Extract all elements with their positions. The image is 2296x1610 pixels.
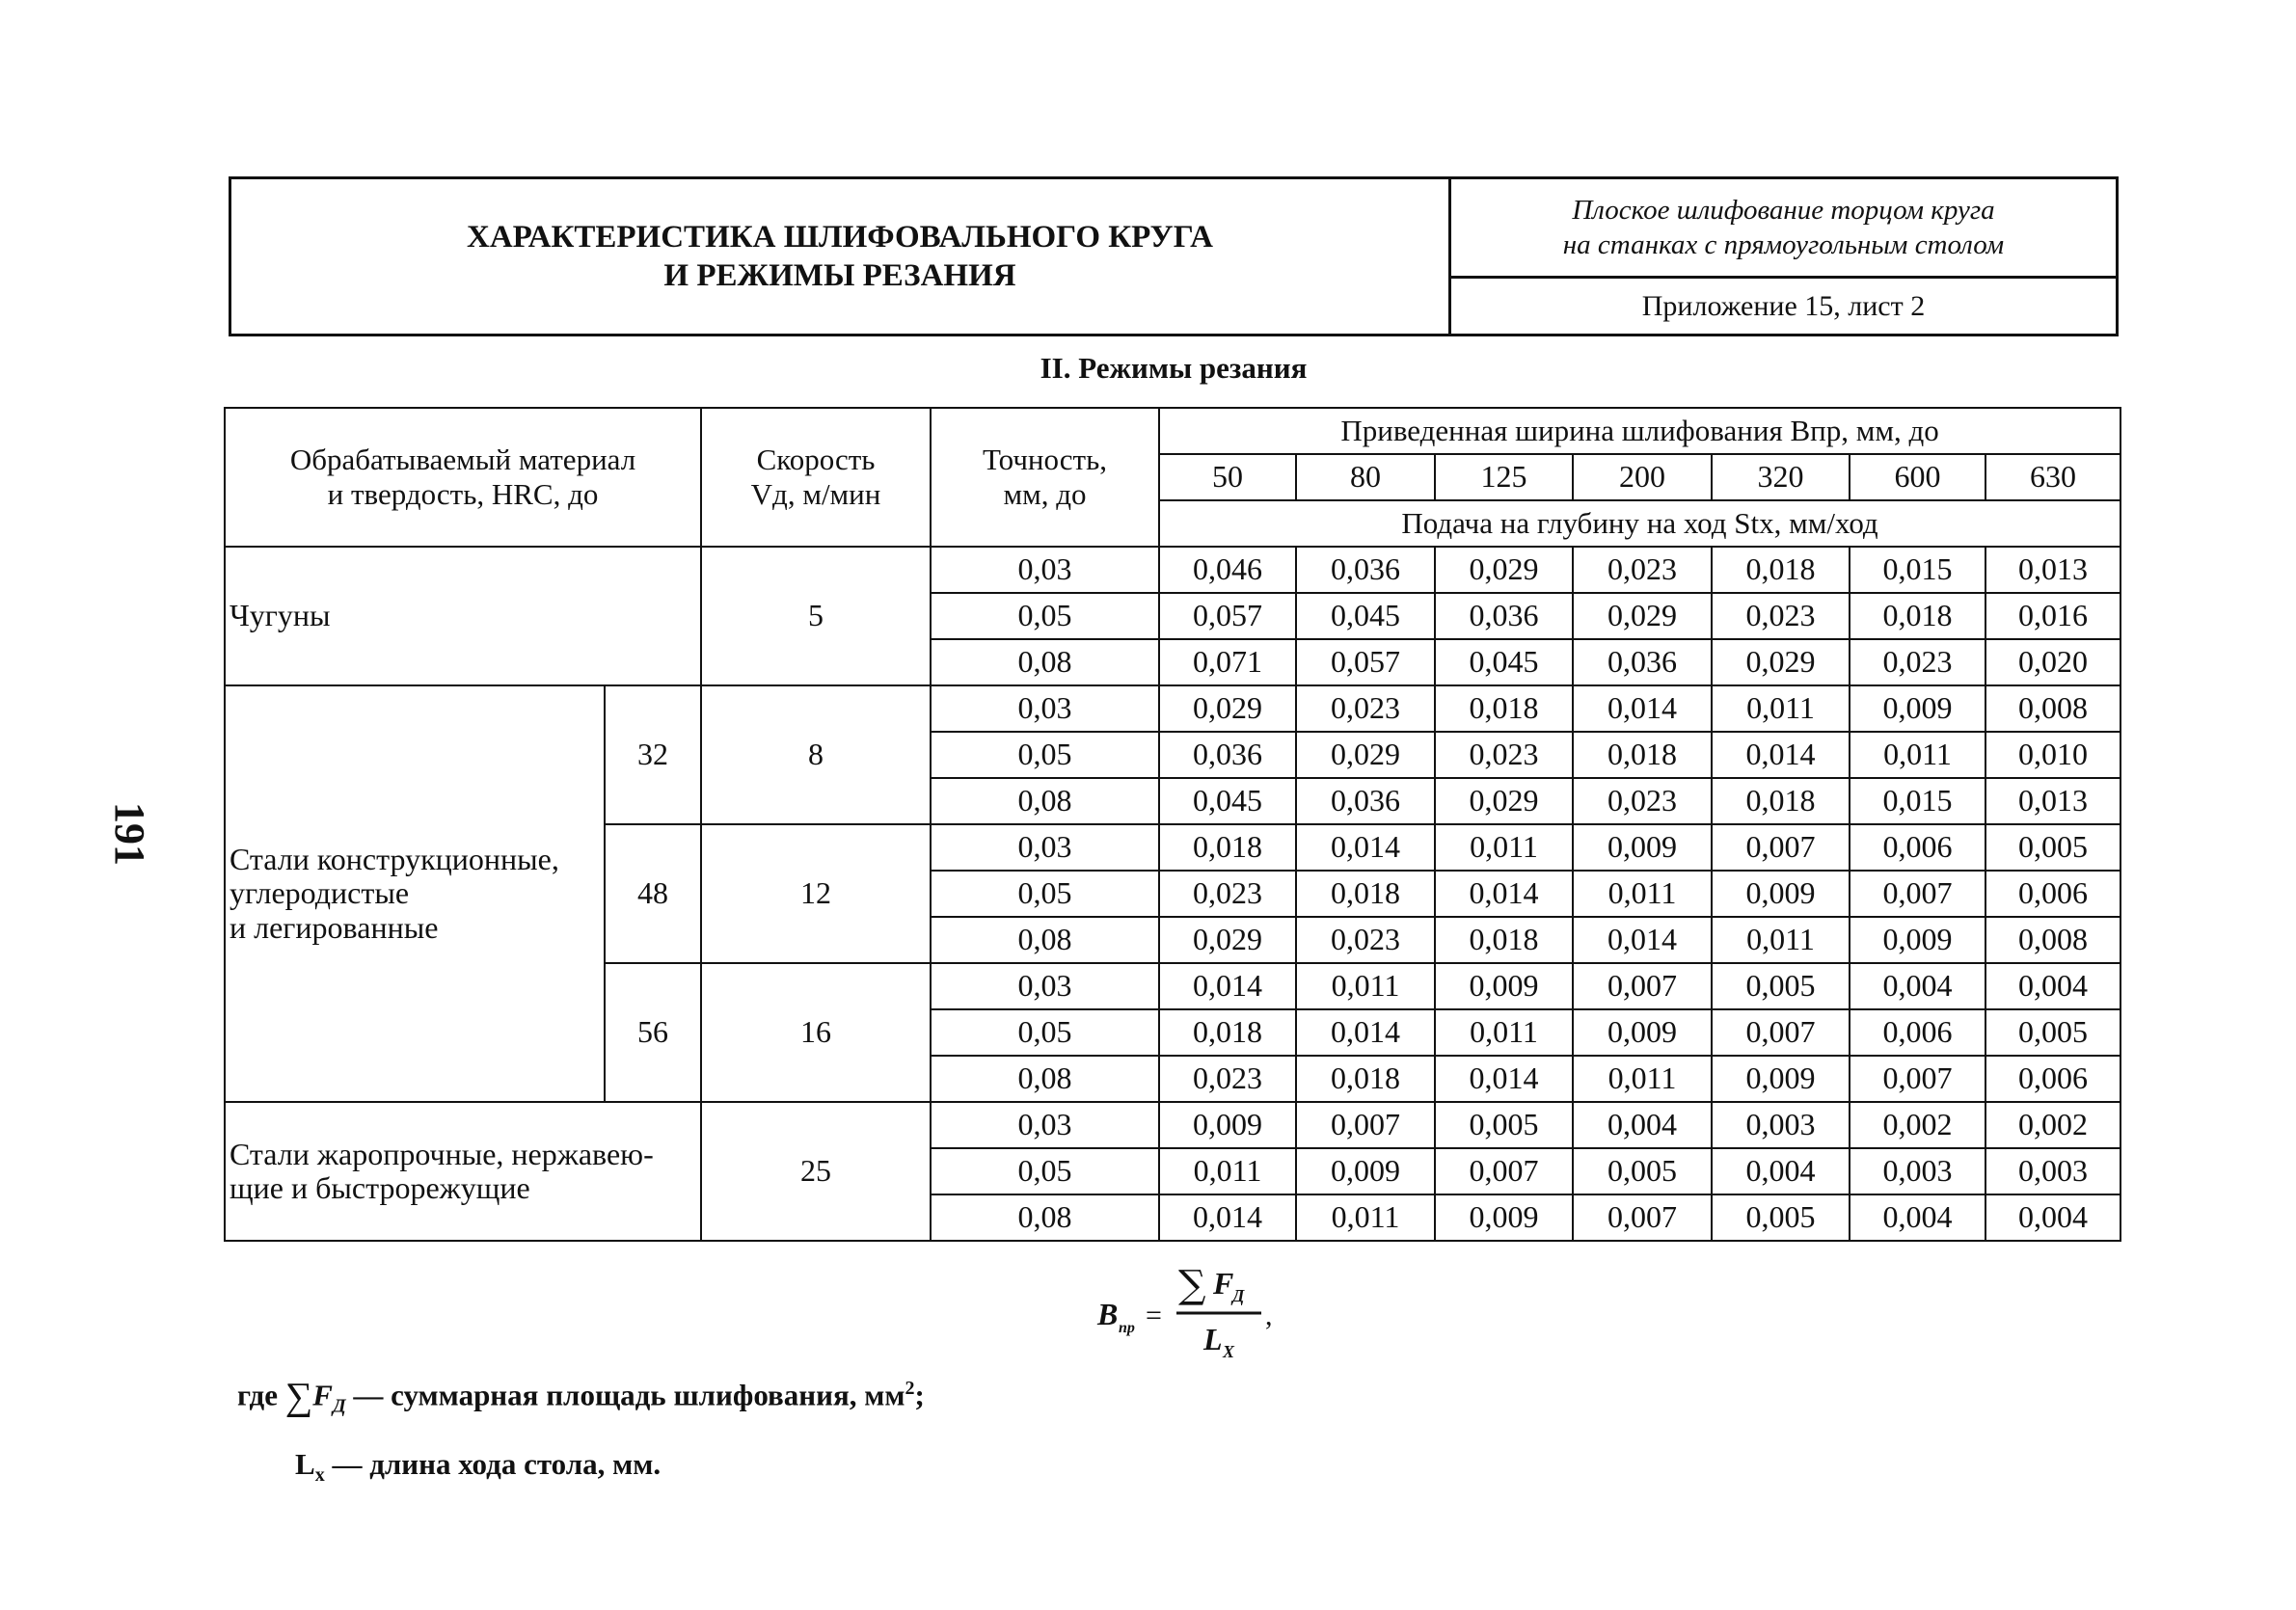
accuracy-cell: 0,08 xyxy=(931,1194,1159,1241)
header-material xyxy=(225,408,701,547)
value-cell: 0,007 xyxy=(1712,1009,1850,1056)
cutting-modes-table xyxy=(224,407,2121,1242)
value-cell: 0,009 xyxy=(1712,1056,1850,1102)
value-cell: 0,007 xyxy=(1573,963,1712,1009)
formula-lhs-sub: пр xyxy=(1119,1320,1135,1336)
note-symbol2-sub: x xyxy=(314,1463,325,1486)
value-cell: 0,023 xyxy=(1573,547,1712,593)
value-cell: 0,018 xyxy=(1296,871,1435,917)
material-cell xyxy=(225,1102,701,1241)
value-cell: 0,045 xyxy=(1435,639,1573,685)
value-cell: 0,014 xyxy=(1159,1194,1296,1241)
formula-numerator-sub: Д xyxy=(1232,1286,1245,1305)
table-row xyxy=(225,547,2120,593)
value-cell: 0,011 xyxy=(1850,732,1985,778)
value-cell: 0,004 xyxy=(1850,1194,1985,1241)
value-cell: 0,009 xyxy=(1850,685,1985,732)
value-cell: 0,023 xyxy=(1159,1056,1296,1102)
width-col-header: 200 xyxy=(1573,454,1712,500)
value-cell: 0,004 xyxy=(1985,1194,2120,1241)
value-cell: 0,005 xyxy=(1985,824,2120,871)
value-cell: 0,013 xyxy=(1985,778,2120,824)
hrc-cell: 56 xyxy=(605,963,701,1102)
value-cell: 0,009 xyxy=(1159,1102,1296,1148)
value-cell: 0,011 xyxy=(1159,1148,1296,1194)
value-cell: 0,014 xyxy=(1296,1009,1435,1056)
value-cell: 0,004 xyxy=(1850,963,1985,1009)
value-cell: 0,003 xyxy=(1985,1148,2120,1194)
hrc-cell: 32 xyxy=(605,685,701,824)
value-cell: 0,004 xyxy=(1712,1148,1850,1194)
document-header xyxy=(229,176,2119,336)
accuracy-cell: 0,03 xyxy=(931,1102,1159,1148)
value-cell: 0,007 xyxy=(1573,1194,1712,1241)
value-cell: 0,011 xyxy=(1435,824,1573,871)
value-cell: 0,011 xyxy=(1712,685,1850,732)
note-symbol2: L xyxy=(295,1446,315,1481)
value-cell: 0,002 xyxy=(1985,1102,2120,1148)
header-material-line2: и твердость, HRC, до xyxy=(327,477,599,511)
formula-comma: , xyxy=(1265,1300,1273,1331)
header-title xyxy=(231,179,1451,334)
value-cell: 0,014 xyxy=(1159,963,1296,1009)
note-symbol-sub: Д xyxy=(332,1395,346,1417)
value-cell: 0,011 xyxy=(1435,1009,1573,1056)
value-cell: 0,009 xyxy=(1435,963,1573,1009)
material-line2: углеродистые xyxy=(230,875,410,911)
speed-cell: 5 xyxy=(701,547,931,685)
value-cell: 0,006 xyxy=(1850,824,1985,871)
value-cell: 0,009 xyxy=(1435,1194,1573,1241)
value-cell: 0,029 xyxy=(1435,547,1573,593)
header-accuracy xyxy=(931,408,1159,547)
value-cell: 0,029 xyxy=(1435,778,1573,824)
header-subtitle-line2: на станках с прямоугольным столом xyxy=(1562,229,2005,260)
value-cell: 0,008 xyxy=(1985,917,2120,963)
value-cell: 0,014 xyxy=(1573,685,1712,732)
value-cell: 0,029 xyxy=(1712,639,1850,685)
value-cell: 0,003 xyxy=(1712,1102,1850,1148)
value-cell: 0,010 xyxy=(1985,732,2120,778)
value-cell: 0,018 xyxy=(1296,1056,1435,1102)
header-feed: Подача на глубину на ход Stx, мм/ход xyxy=(1159,500,2120,547)
header-accuracy-line1: Точность, xyxy=(983,443,1107,476)
value-cell: 0,009 xyxy=(1296,1148,1435,1194)
value-cell: 0,023 xyxy=(1296,917,1435,963)
value-cell: 0,018 xyxy=(1435,685,1573,732)
table-row xyxy=(225,685,2120,732)
accuracy-cell: 0,03 xyxy=(931,824,1159,871)
value-cell: 0,018 xyxy=(1850,593,1985,639)
value-cell: 0,011 xyxy=(1573,1056,1712,1102)
value-cell: 0,007 xyxy=(1850,1056,1985,1102)
value-cell: 0,018 xyxy=(1712,778,1850,824)
formula-lhs: B xyxy=(1097,1297,1119,1331)
value-cell: 0,014 xyxy=(1712,732,1850,778)
value-cell: 0,009 xyxy=(1850,917,1985,963)
accuracy-cell: 0,05 xyxy=(931,732,1159,778)
value-cell: 0,018 xyxy=(1159,824,1296,871)
value-cell: 0,011 xyxy=(1573,871,1712,917)
note-prefix: где xyxy=(237,1378,278,1412)
hrc-cell: 48 xyxy=(605,824,701,963)
value-cell: 0,045 xyxy=(1159,778,1296,824)
note-end: ; xyxy=(914,1378,925,1412)
material-line3: и легированные xyxy=(230,909,439,945)
formula-equals: = xyxy=(1146,1300,1162,1331)
value-cell: 0,057 xyxy=(1159,593,1296,639)
value-cell: 0,018 xyxy=(1159,1009,1296,1056)
formula-denominator: L xyxy=(1203,1322,1223,1356)
value-cell: 0,011 xyxy=(1296,963,1435,1009)
value-cell: 0,006 xyxy=(1850,1009,1985,1056)
value-cell: 0,029 xyxy=(1159,917,1296,963)
header-title-line2: И РЕЖИМЫ РЕЗАНИЯ xyxy=(663,258,1016,293)
material-line1: Стали конструкционные, xyxy=(230,842,559,877)
header-speed-line1: Скорость xyxy=(756,443,876,476)
value-cell: 0,071 xyxy=(1159,639,1296,685)
width-col-header: 50 xyxy=(1159,454,1296,500)
value-cell: 0,016 xyxy=(1985,593,2120,639)
value-cell: 0,036 xyxy=(1296,547,1435,593)
material-cell: Чугуны xyxy=(225,547,701,685)
value-cell: 0,007 xyxy=(1296,1102,1435,1148)
value-cell: 0,036 xyxy=(1573,639,1712,685)
accuracy-cell: 0,08 xyxy=(931,778,1159,824)
header-info xyxy=(1451,179,2116,334)
width-col-header: 320 xyxy=(1712,454,1850,500)
speed-cell: 25 xyxy=(701,1102,931,1241)
table-row xyxy=(225,1102,2120,1148)
value-cell: 0,003 xyxy=(1850,1148,1985,1194)
value-cell: 0,023 xyxy=(1435,732,1573,778)
accuracy-cell: 0,03 xyxy=(931,547,1159,593)
value-cell: 0,005 xyxy=(1985,1009,2120,1056)
value-cell: 0,023 xyxy=(1296,685,1435,732)
value-cell: 0,020 xyxy=(1985,639,2120,685)
accuracy-cell: 0,08 xyxy=(931,917,1159,963)
value-cell: 0,018 xyxy=(1435,917,1573,963)
value-cell: 0,009 xyxy=(1573,1009,1712,1056)
value-cell: 0,057 xyxy=(1296,639,1435,685)
header-speed-line2: Vд, м/мин xyxy=(750,477,881,511)
value-cell: 0,006 xyxy=(1985,871,2120,917)
material-line1: Стали жаропрочные, нержавею- xyxy=(230,1136,654,1171)
value-cell: 0,018 xyxy=(1712,547,1850,593)
value-cell: 0,006 xyxy=(1985,1056,2120,1102)
header-width: Приведенная ширина шлифования Впр, мм, до xyxy=(1159,408,2120,454)
width-col-header: 80 xyxy=(1296,454,1435,500)
value-cell: 0,007 xyxy=(1712,824,1850,871)
value-cell: 0,007 xyxy=(1850,871,1985,917)
material-line2: щие и быстрорежущие xyxy=(230,1170,530,1205)
section-title: II. Режимы резания xyxy=(1040,351,1308,385)
value-cell: 0,036 xyxy=(1435,593,1573,639)
value-cell: 0,014 xyxy=(1296,824,1435,871)
accuracy-cell: 0,08 xyxy=(931,1056,1159,1102)
value-cell: 0,004 xyxy=(1985,963,2120,1009)
speed-cell: 16 xyxy=(701,963,931,1102)
width-col-header: 125 xyxy=(1435,454,1573,500)
header-subtitle xyxy=(1451,179,2116,279)
accuracy-cell: 0,03 xyxy=(931,963,1159,1009)
value-cell: 0,045 xyxy=(1296,593,1435,639)
width-col-header: 600 xyxy=(1850,454,1985,500)
note-sum-area xyxy=(237,1359,925,1436)
note-stroke-length xyxy=(237,1436,925,1504)
accuracy-cell: 0,05 xyxy=(931,871,1159,917)
value-cell: 0,005 xyxy=(1712,1194,1850,1241)
value-cell: 0,009 xyxy=(1573,824,1712,871)
value-cell: 0,013 xyxy=(1985,547,2120,593)
appendix-label: Приложение 15, лист 2 xyxy=(1641,289,1926,322)
accuracy-cell: 0,05 xyxy=(931,593,1159,639)
value-cell: 0,029 xyxy=(1159,685,1296,732)
accuracy-cell: 0,05 xyxy=(931,1148,1159,1194)
value-cell: 0,029 xyxy=(1296,732,1435,778)
value-cell: 0,018 xyxy=(1573,732,1712,778)
page-number: 191 xyxy=(106,802,154,866)
value-cell: 0,014 xyxy=(1573,917,1712,963)
formula-sum-icon: ∑ xyxy=(1178,1263,1206,1307)
accuracy-cell: 0,03 xyxy=(931,685,1159,732)
value-cell: 0,014 xyxy=(1435,1056,1573,1102)
value-cell: 0,009 xyxy=(1712,871,1850,917)
value-cell: 0,007 xyxy=(1435,1148,1573,1194)
header-title-line1: ХАРАКТЕРИСТИКА ШЛИФОВАЛЬНОГО КРУГА xyxy=(467,220,1213,255)
value-cell: 0,046 xyxy=(1159,547,1296,593)
value-cell: 0,002 xyxy=(1850,1102,1985,1148)
value-cell: 0,008 xyxy=(1985,685,2120,732)
note-text2: — длина хода стола, мм. xyxy=(332,1446,662,1481)
formula-denominator-sub: X xyxy=(1223,1342,1235,1361)
value-cell: 0,023 xyxy=(1159,871,1296,917)
header-accuracy-line2: мм, до xyxy=(1003,477,1087,511)
speed-cell: 8 xyxy=(701,685,931,824)
accuracy-cell: 0,05 xyxy=(931,1009,1159,1056)
value-cell: 0,015 xyxy=(1850,547,1985,593)
formula-numerator: F xyxy=(1213,1266,1234,1301)
note-text: — суммарная площадь шлифования, мм xyxy=(353,1378,905,1412)
value-cell: 0,005 xyxy=(1435,1102,1573,1148)
value-cell: 0,036 xyxy=(1296,778,1435,824)
value-cell: 0,005 xyxy=(1712,963,1850,1009)
formula xyxy=(1090,1255,1331,1361)
sum-icon: ∑ xyxy=(284,1374,313,1418)
header-subtitle-line1: Плоское шлифование торцом круга xyxy=(1572,195,1995,226)
value-cell: 0,014 xyxy=(1435,871,1573,917)
value-cell: 0,011 xyxy=(1296,1194,1435,1241)
width-col-header: 630 xyxy=(1985,454,2120,500)
material-cell xyxy=(225,685,605,1102)
accuracy-cell: 0,08 xyxy=(931,639,1159,685)
value-cell: 0,029 xyxy=(1573,593,1712,639)
value-cell: 0,036 xyxy=(1159,732,1296,778)
note-sup: 2 xyxy=(905,1378,915,1399)
header-speed xyxy=(701,408,931,547)
formula-notes xyxy=(237,1359,925,1504)
note-symbol: F xyxy=(312,1378,333,1412)
value-cell: 0,023 xyxy=(1850,639,1985,685)
value-cell: 0,023 xyxy=(1573,778,1712,824)
header-material-line1: Обрабатываемый материал xyxy=(289,443,636,476)
value-cell: 0,015 xyxy=(1850,778,1985,824)
speed-cell: 12 xyxy=(701,824,931,963)
value-cell: 0,023 xyxy=(1712,593,1850,639)
value-cell: 0,011 xyxy=(1712,917,1850,963)
value-cell: 0,005 xyxy=(1573,1148,1712,1194)
value-cell: 0,004 xyxy=(1573,1102,1712,1148)
